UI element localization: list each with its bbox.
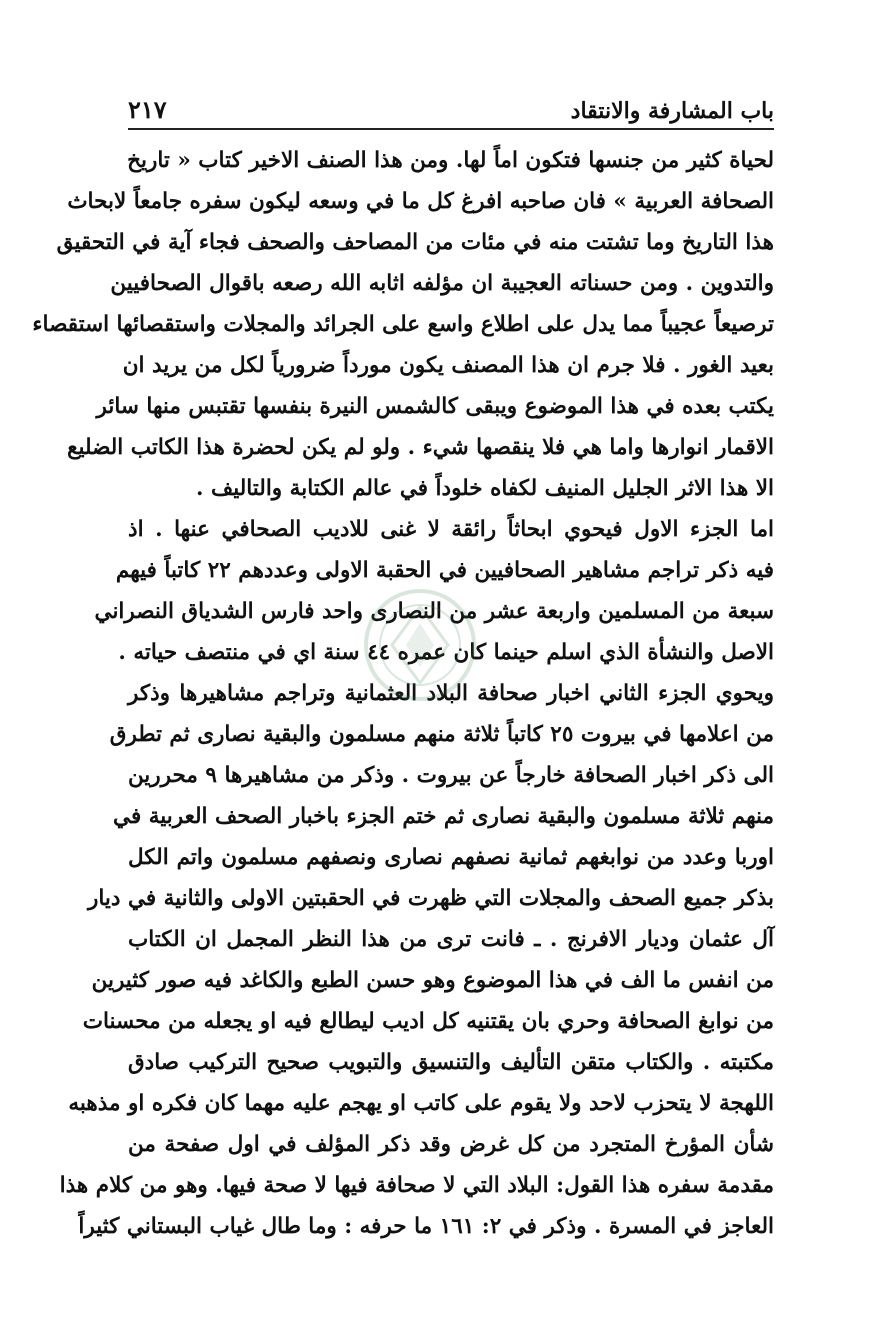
text-line: من انفس ما الف في هذا الموضوع وهو حسن الطبع والكاغد فيه صور كثيرين — [91, 968, 774, 993]
text-line: الى ذكر اخبار الصحافة خارجاً عن بيروت . وذكر من مشاهيرها ٩ محررين — [127, 763, 774, 788]
text-line: اوربا وعدد من نوابغهم ثمانية نصفهم نصارى ونصفهم مسلمون واتم الكل — [128, 845, 774, 870]
text-line: بعيد الغور . فلا جرم ان هذا المصنف يكون مورداً ضرورياً لكل من يريد ان — [122, 353, 774, 378]
text-line: والتدوين . ومن حسناته العجيبة ان مؤلفه اثابه الله رصعه باقوال الصحافيين — [110, 271, 774, 296]
text-line: هذا التاريخ وما تشتت منه في مئات من المصاحف والصحف فجاء آية في التحقيق — [56, 230, 774, 255]
text-line: شأن المؤرخ المتجرد من كل غرض وقد ذكر المؤلف في اول صفحة من — [128, 1132, 774, 1157]
library-watermark-emblem — [360, 585, 480, 705]
page-header — [128, 78, 774, 124]
text-line: سبعة من المسلمين واربعة عشر من النصارى واحد فارس الشدياق النصراني — [94, 599, 774, 624]
text-line: اما الجزء الاول فيحوي ابحاثاً رائقة لا غنى للاديب الصحافي عنها . اذ — [128, 517, 774, 542]
text-line: ترصيعاً عجيباً مما يدل على اطلاع واسع على الجرائد والمجلات واستقصائها استقصاء — [32, 312, 774, 337]
text-line: من اعلامها في بيروت ٢٥ كاتباً ثلاثة منهم مسلمون والبقية نصارى ثم تطرق — [109, 722, 774, 747]
text-line: اللهجة لا يتحزب لاحد ولا يقوم على كاتب او يهجم عليه مهما كان فكره او مذهبه — [68, 1091, 774, 1116]
text-line: فيه ذكر تراجم مشاهير الصحافيين في الحقبة الاولى وعددهم ٢٢ كاتباً فيهم — [115, 558, 774, 583]
text-line: العاجز في المسرة . وذكر في ٢: ١٦١ ما حرفه : وما طال غياب البستاني كثيراً — [78, 1214, 774, 1239]
text-line: لحياة كثير من جنسها فتكون اماً لها. ومن هذا الصنف الاخير كتاب « تاريخ — [127, 148, 774, 173]
running-title: باب المشارفة والانتقاد — [570, 98, 774, 124]
text-line: منهم ثلاثة مسلمون والبقية نصارى ثم ختم الجزء باخبار الصحف العربية في — [113, 804, 774, 829]
text-line: من نوابغ الصحافة وحري بان يقتنيه كل اديب ليطالع فيه او يجعله من محسنات — [82, 1009, 774, 1034]
text-line: يكتب بعده في هذا الموضوع ويبقى كالشمس النيرة بنفسها تقتبس منها سائر — [96, 394, 774, 419]
text-line: ويحوي الجزء الثاني اخبار صحافة البلاد العثمانية وتراجم مشاهيرها وذكر — [128, 681, 774, 706]
text-line: مكتبته . والكتاب متقن التأليف والتنسيق والتبويب صحيح التركيب صادق — [128, 1050, 774, 1075]
text-line: مقدمة سفره هذا القول: البلاد التي لا صحافة فيها لا صحة فيها. وهو من كلام هذا — [59, 1173, 774, 1198]
text-line: الاصل والنشأة الذي اسلم حينما كان عمره ٤٤ سنة اي في منتصف حياته . — [118, 640, 774, 665]
text-line: الاقمار انوارها واما هي فلا ينقصها شيء . ولو لم يكن لحضرة هذا الكاتب الضليع — [67, 435, 774, 460]
text-line: الا هذا الاثر الجليل المنيف لكفاه خلوداً في عالم الكتابة والتاليف . — [195, 476, 774, 501]
text-line: بذكر جميع الصحف والمجلات التي ظهرت في الحقبتين الاولى والثانية في ديار — [87, 886, 774, 911]
header-rule — [128, 128, 774, 130]
page-number: ٢١٧ — [128, 95, 167, 124]
text-line: الصحافة العربية » فان صاحبه افرغ كل ما في وسعه ليكون سفره جامعاً لابحاث — [67, 189, 774, 214]
text-line: آل عثمان وديار الافرنج . ـ فانت ترى من هذا النظر المجمل ان الكتاب — [128, 927, 774, 952]
